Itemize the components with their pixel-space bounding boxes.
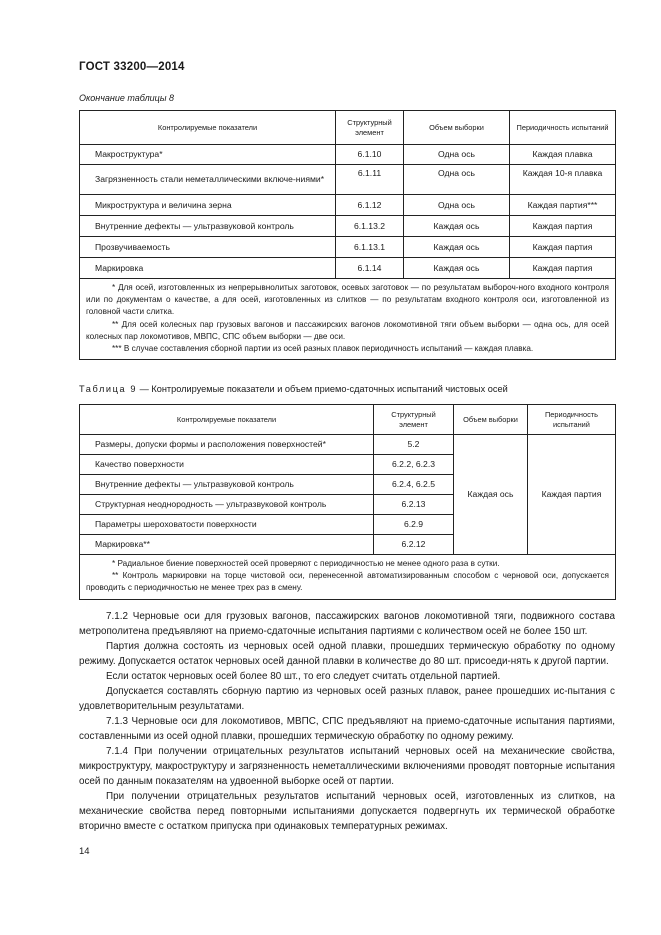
table-cell: Одна ось bbox=[404, 165, 510, 195]
table-cell: Макроструктура* bbox=[80, 145, 336, 165]
table-cell: Внутренние дефекты — ультразвуковой контроль bbox=[80, 475, 374, 495]
table-cell: Каждая ось bbox=[404, 216, 510, 237]
paragraph: При получении отрицательных результатов испытаний черновых осей, изготовленных из слитков, на механические свойства перед повторными испытаниями допускается подвергнуть их термической обработке вторично вместе с остатком припуска при одинаковых температурных режимах. bbox=[79, 791, 615, 832]
paragraph: Допускается составлять сборную партию из черновых осей разных плавок, ранее прошедших ис-пытания с удовлетворительным результатами. bbox=[79, 686, 615, 712]
table-cell: Одна ось bbox=[404, 145, 510, 165]
paragraph: 7.1.2 Черновые оси для грузовых вагонов, пассажирских вагонов локомотивной тяги, подвижного состава метрополитена предъявляют на приемо-сдаточные испытания партиями с количеством осей не более 150 шт. bbox=[79, 611, 615, 637]
table-notes-row bbox=[80, 555, 616, 600]
table-cell: 6.1.13.2 bbox=[336, 216, 404, 237]
table-cell-merged: Каждая партия bbox=[528, 435, 616, 555]
table-cell: Микроструктура и величина зерна bbox=[80, 195, 336, 216]
table-row bbox=[80, 435, 616, 455]
column-header: Периодичность испытаний bbox=[528, 405, 616, 435]
table-row bbox=[80, 258, 616, 279]
table-cell: Внутренние дефекты — ультразвуковой контроль bbox=[80, 216, 336, 237]
table-header-row bbox=[80, 405, 616, 435]
table-cell: Качество поверхности bbox=[80, 455, 374, 475]
table-cell: Маркировка** bbox=[80, 535, 374, 555]
column-header: Контролируемые показатели bbox=[80, 111, 336, 145]
table-8 bbox=[79, 110, 616, 360]
table-header-row bbox=[80, 111, 616, 145]
table-cell: 6.1.12 bbox=[336, 195, 404, 216]
page-number: 14 bbox=[79, 846, 90, 857]
table-cell: Каждая партия bbox=[510, 237, 616, 258]
table-cell: 6.1.11 bbox=[336, 165, 404, 195]
table-cell: 5.2 bbox=[374, 435, 454, 455]
table-cell: Параметры шероховатости поверхности bbox=[80, 515, 374, 535]
paragraph: Если остаток черновых осей более 80 шт., то его следует считать отдельной партией. bbox=[106, 671, 501, 682]
table-cell: Маркировка bbox=[80, 258, 336, 279]
table-cell: Прозвучиваемость bbox=[80, 237, 336, 258]
column-header: Объем выборки bbox=[454, 405, 528, 435]
table-cell: Каждая партия bbox=[510, 216, 616, 237]
table-row bbox=[80, 195, 616, 216]
table8-caption: Окончание таблицы 8 bbox=[79, 93, 174, 103]
table-cell: 6.1.14 bbox=[336, 258, 404, 279]
table-cell: Каждая 10-я плавка bbox=[510, 165, 616, 195]
table-cell: Каждая партия*** bbox=[510, 195, 616, 216]
table-cell: 6.2.2, 6.2.3 bbox=[374, 455, 454, 475]
table-notes bbox=[80, 555, 616, 600]
table-cell: Одна ось bbox=[404, 195, 510, 216]
column-header: Структурный элемент bbox=[336, 111, 404, 145]
table-cell: Структурная неоднородность — ультразвуковой контроль bbox=[80, 495, 374, 515]
table-cell: 6.2.12 bbox=[374, 535, 454, 555]
footnote: ** Контроль маркировки на торце чистовой оси, перенесенной автоматизированным способом с черновой оси, допускается проводить с периодичностью не менее трех раз в смену. bbox=[86, 571, 609, 593]
standard-title: ГОСТ 33200—2014 bbox=[79, 61, 185, 73]
table-cell-merged: Каждая ось bbox=[454, 435, 528, 555]
table-9 bbox=[79, 404, 616, 600]
table-row bbox=[80, 165, 616, 195]
table9-title: — Контролируемые показатели и объем приемо-сдаточных испытаний чистовых осей bbox=[137, 384, 508, 394]
paragraph: 7.1.3 Черновые оси для локомотивов, МВПС, СПС предъявляют на приемо-сдаточные испытания партиями, составленными из осей одной плавки, прошедших термическую обработку по одному режиму. bbox=[79, 716, 615, 742]
table-cell: Каждая плавка bbox=[510, 145, 616, 165]
footnote: *** В случае составления сборной партии из осей разных плавок периодичность испытаний — каждая плавка. bbox=[112, 344, 534, 354]
table9-label: Таблица 9 bbox=[79, 384, 138, 394]
footnote: * Для осей, изготовленных из непрерывнолитых заготовок, осевых заготовок — по результатам выбороч-ного входного контроля или по документам о качестве, а для осей, изготовленных из слитков — по результатам входного контроля оси, изготовленной из головной части слитка. bbox=[86, 283, 609, 317]
column-header: Структурный элемент bbox=[374, 405, 454, 435]
column-header: Периодичность испытаний bbox=[510, 111, 616, 145]
table-cell: 6.1.10 bbox=[336, 145, 404, 165]
table-row bbox=[80, 145, 616, 165]
paragraph: 7.1.4 При получении отрицательных результатов испытаний черновых осей на механические свойства, микроструктуру, макроструктуру и загрязненность неметаллическими включениями проводят повторные испытания осей по данным показателям на удвоенной выборке осей от партии. bbox=[79, 746, 615, 787]
table-notes bbox=[80, 279, 616, 360]
footnote: * Радиальное биение поверхностей осей проверяют с периодичностью не менее одного раза в сутки. bbox=[112, 559, 500, 568]
table-cell: Каждая ось bbox=[404, 258, 510, 279]
column-header: Объем выборки bbox=[404, 111, 510, 145]
table-cell: Каждая партия bbox=[510, 258, 616, 279]
paragraph: Партия должна состоять из черновых осей одной плавки, прошедших термическую обработку по одному режиму. Допускается остаток черновых осей данной плавки в количестве до 80 шт. присоеди-нять к другой партии. bbox=[79, 641, 615, 667]
table9-caption bbox=[79, 384, 508, 394]
table-row bbox=[80, 216, 616, 237]
table-row bbox=[80, 237, 616, 258]
table-cell: Размеры, допуски формы и расположения поверхностей* bbox=[80, 435, 374, 455]
table-notes-row bbox=[80, 279, 616, 360]
table-cell: 6.2.9 bbox=[374, 515, 454, 535]
body-text bbox=[79, 609, 615, 834]
footnote: ** Для осей колесных пар грузовых вагонов и пассажирских вагонов локомотивной тяги объем выборки — одна ось, для осей колесных пар локомотивов, МВПС, СПС объем выборки — две оси. bbox=[86, 319, 609, 341]
table-cell: Каждая ось bbox=[404, 237, 510, 258]
column-header: Контролируемые показатели bbox=[80, 405, 374, 435]
table-cell: 6.2.4, 6.2.5 bbox=[374, 475, 454, 495]
table-cell: Загрязненность стали неметаллическими включе-ниями* bbox=[80, 165, 336, 195]
table-cell: 6.2.13 bbox=[374, 495, 454, 515]
table-cell: 6.1.13.1 bbox=[336, 237, 404, 258]
